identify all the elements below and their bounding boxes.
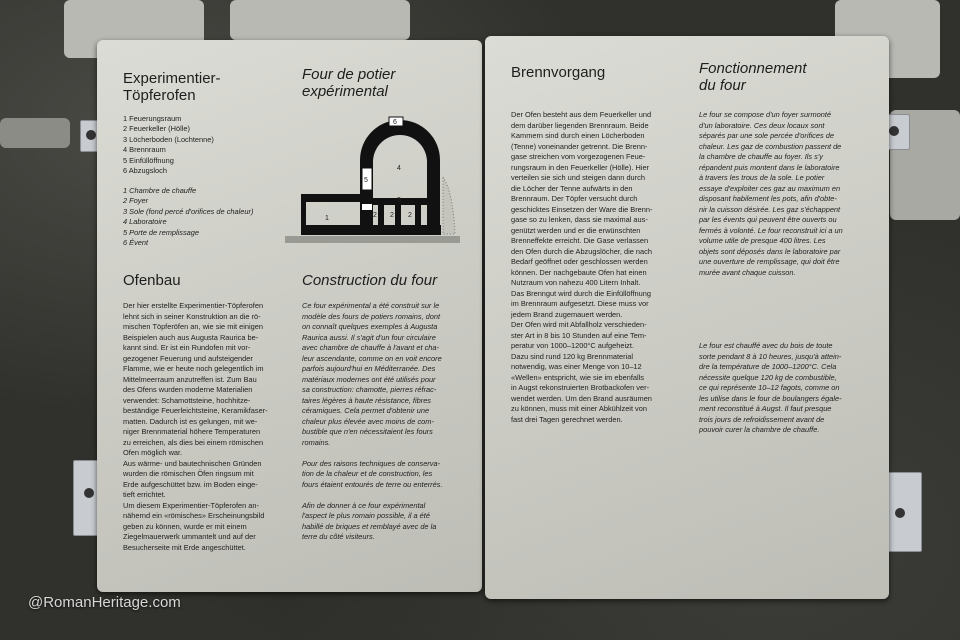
text-line: nir la cuisson désirée. Les gaz s'échappent bbox=[699, 204, 841, 214]
text-line: volume utile de presque 400 litres. Les bbox=[699, 236, 826, 245]
text-line: à travers les trous de la sole. Le potier bbox=[699, 173, 825, 182]
text-line: des Ofens wurden moderne Materialien bbox=[123, 385, 253, 394]
wall-stone bbox=[0, 118, 70, 148]
text-line: den Ofen durch die Abzugslöcher, die nach bbox=[511, 246, 652, 256]
text-line: sorte pendant 8 à 10 heures, jusqu'à attein- bbox=[699, 351, 842, 361]
text-line: ce qui représente 10–12 fagots, comme on bbox=[699, 383, 840, 392]
bolt bbox=[889, 126, 899, 136]
heading-construction: Construction du four bbox=[302, 272, 438, 289]
text-line: habillé de briques et remblayé avec de la bbox=[302, 521, 437, 531]
bolt bbox=[86, 130, 96, 140]
text-line: Brenneffekte erreicht. Die Gase verlassen bbox=[511, 236, 649, 245]
text-line: Das Brenngut wird durch die Einfüllöffnung bbox=[511, 288, 651, 298]
text-line: wendet werden. Um den Brand ausräumen bbox=[511, 393, 652, 403]
text-line: Aus wärme- und bautechnischen Gründen bbox=[123, 458, 262, 468]
text-line: gase so zu lenken, dass sie maximal aus- bbox=[511, 215, 648, 224]
text-line: objets sont déposés dans le laboratoire par bbox=[699, 246, 841, 256]
sign-panel-right bbox=[485, 36, 889, 599]
body-text-french-part1 bbox=[699, 110, 843, 278]
text-line: Le four se compose d'un foyer surmonté bbox=[699, 110, 832, 119]
text-line: bustible que n'en nécessitaient les fours bbox=[302, 427, 433, 436]
bolt bbox=[895, 508, 905, 518]
text-line: nähernd ein «römisches» Erscheinungsbild bbox=[123, 511, 265, 520]
text-line: romains. bbox=[302, 437, 331, 447]
diagram-label: 5 bbox=[364, 177, 368, 184]
text-line: zu können, muss mit einer Abkühlzeit von bbox=[511, 404, 647, 413]
text-line: fours étaient entourés de terre ou enterrés. bbox=[302, 479, 443, 489]
text-line: jedem Brand zugemauert werden. bbox=[511, 309, 623, 319]
text-line: Brennraum. Der Töpfer versucht durch bbox=[511, 194, 638, 203]
text-line: in Augst rekonstruierten Brotbackofen ver- bbox=[511, 383, 650, 392]
text-line: chaleur. Les gaz de combustion passent de bbox=[699, 141, 842, 151]
text-line: Pour des raisons techniques de conserva- bbox=[302, 458, 441, 468]
text-line: gezogener Feuerung und aufsteigender bbox=[123, 353, 253, 363]
text-line: können. Der nachgebaute Ofen hat einen bbox=[511, 267, 647, 277]
text-line: disposant habilement les pots, afin d'obte- bbox=[699, 194, 837, 203]
text-line: Der Ofen wird mit Abfallholz verschieden- bbox=[511, 320, 647, 329]
title-german: Experimentier- Töpferofen bbox=[123, 70, 221, 104]
text-line: par les évents qui peuvent être ouverts ou bbox=[699, 215, 837, 224]
body-text-german bbox=[123, 301, 268, 553]
text-line: (Tenne) voneinander getrennt. Die Brenn- bbox=[511, 141, 648, 151]
wall-stone bbox=[230, 0, 410, 40]
text-line: Beispielen auch aus Augusta Raurica be- bbox=[123, 332, 259, 342]
text-line: taires légères à haute résistance, fibres bbox=[302, 395, 431, 405]
text-line: dre la température de 1000–1200°C. Cela bbox=[699, 362, 837, 371]
text-line: wurden die römischen Öfen ringsum mit bbox=[123, 469, 254, 478]
text-line: genützt werden und er die erwünschten bbox=[511, 225, 641, 235]
diagram-label: 4 bbox=[397, 165, 401, 172]
text-line: matériaux modernes ont été utilisés pour bbox=[302, 374, 436, 384]
text-line: fast drei Tagen gerechnet werden. bbox=[511, 414, 623, 424]
text-line: nécessite quelque 120 kg de combustible, bbox=[699, 372, 837, 382]
text-line: Mittelmeerraum anzutreffen ist. Zum Bau bbox=[123, 374, 257, 384]
text-line: notwendig, was einer Menge von 10–12 bbox=[511, 362, 642, 371]
text-line: beständige Feuerleichtsteine, Keramikfaser- bbox=[123, 406, 268, 415]
text-line: Bedarf geöffnet oder geschlossen werden bbox=[511, 257, 648, 266]
text-line: murée avant chaque cuisson. bbox=[699, 267, 796, 277]
text-line: Ofen möglich war. bbox=[123, 448, 183, 457]
diagram-label: 2 bbox=[390, 212, 394, 219]
text-line bbox=[302, 448, 443, 459]
text-line: Der Ofen besteht aus dem Feuerkeller und bbox=[511, 110, 652, 119]
sign-panel-left bbox=[97, 40, 482, 592]
diagram-label: 2 bbox=[373, 212, 377, 219]
text-line: les utilise dans le four de boulangers égale- bbox=[699, 393, 842, 403]
text-line: on connaît quelques exemples à Augusta bbox=[302, 322, 438, 331]
title-brennvorgang: Brennvorgang bbox=[511, 64, 606, 81]
text-line: tion de la chaleur et de construction, les bbox=[302, 469, 433, 478]
text-line: Kammern sind durch einen Löcherboden bbox=[511, 131, 645, 140]
text-line: geschicktes Einsetzen der Ware die Brenn- bbox=[511, 204, 653, 214]
text-line: la chambre de chauffe au foyer. Ils s'y bbox=[699, 152, 823, 161]
text-line: Nutzraum von nahezu 400 Litern Inhalt. bbox=[511, 278, 641, 287]
text-line: leur ascendante, comme on en voit encore bbox=[302, 353, 442, 363]
heading-ofenbau: Ofenbau bbox=[123, 272, 181, 289]
text-line: une ouverture de remplissage, qui doit être bbox=[699, 257, 840, 266]
text-line: fermés à volonté. Le four reconstruit ici a un bbox=[699, 225, 843, 235]
text-line: Raurica aussi. Il s'agit d'un four circulaire bbox=[302, 332, 436, 342]
text-line: répandent puis montent dans le laboratoire bbox=[699, 162, 840, 172]
text-line: chaleur plus élevée avec moins de com- bbox=[302, 416, 434, 426]
text-line: ment reconstitué à Augst. Il faut presque bbox=[699, 404, 832, 413]
text-line: parfois aujourd'hui en Méditerranée. Des bbox=[302, 364, 436, 373]
text-line: verteilen sie sich und steigen dann durch bbox=[511, 173, 645, 182]
text-line: peratur von 1000–1200°C aufgeheizt. bbox=[511, 341, 634, 350]
text-line: rungsraum in den Feuerkeller (Hölle). Hier bbox=[511, 162, 650, 172]
text-line: céramiques. Cela permet d'obtenir une bbox=[302, 406, 430, 415]
watermark: @RomanHeritage.com bbox=[28, 594, 181, 611]
text-line: zu erreichen, als dies bei einem römischen bbox=[123, 437, 264, 447]
bolt bbox=[84, 488, 94, 498]
text-line: Der hier erstellte Experimentier-Töpferofen bbox=[123, 301, 264, 310]
kiln-cross-section-diagram bbox=[265, 112, 465, 252]
text-line: Afin de donner à ce four expérimental bbox=[302, 500, 426, 510]
text-line: séparés par une sole percée d'orifices de bbox=[699, 131, 834, 140]
body-text-french bbox=[302, 301, 443, 543]
text-line: essaye d'exploiter ces gaz au maximum en bbox=[699, 183, 841, 193]
text-line: tieft errichtet. bbox=[123, 490, 166, 499]
text-line: gase streichen vom vorgezogenen Feue- bbox=[511, 152, 646, 161]
text-line: Dazu sind rund 120 kg Brennmaterial bbox=[511, 351, 634, 361]
diagram-label: 1 bbox=[325, 215, 329, 222]
text-line: avec chambre de chauffe à l'avant et cha- bbox=[302, 343, 439, 352]
text-line: l'aspect le plus romain possible, il a été bbox=[302, 511, 430, 520]
text-line: die Löcher der Tenne aufwärts in den bbox=[511, 183, 633, 193]
body-text-french-part2 bbox=[699, 341, 842, 436]
text-line: dem darüber liegenden Brennraum. Beide bbox=[511, 120, 649, 130]
text-line: Besucherseite mit Erde angeschüttet. bbox=[123, 542, 246, 552]
text-line bbox=[302, 490, 443, 501]
text-line: Flamme, wie er heute noch gelegentlich im bbox=[123, 364, 264, 373]
text-line: «Wellen» entspricht, wie sie im ebenfalls bbox=[511, 372, 644, 382]
text-line: ster Art in 8 bis 10 Stunden auf eine Tem- bbox=[511, 330, 647, 340]
text-line: d'un laboratoire. Ces deux locaux sont bbox=[699, 120, 825, 130]
text-line: lehnt sich in seiner Konstruktion an die rö- bbox=[123, 311, 261, 321]
diagram-label: 2 bbox=[408, 212, 412, 219]
text-line: geben zu können, wurde er mit einem bbox=[123, 521, 247, 531]
text-line: modèle des fours de potiers romains, dont bbox=[302, 311, 441, 321]
legend-french: 1 Chambre de chauffe 2 Foyer 3 Sole (fond percé d'orifices de chaleur) 4 Laboratoire 5 Porte de remplissage 6 Évent bbox=[123, 186, 254, 248]
text-line: Ce four expérimental a été construit sur le bbox=[302, 301, 440, 310]
text-line: Le four est chauffé avec du bois de toute bbox=[699, 341, 833, 350]
text-line: matten. Dadurch ist es gelungen, mit we- bbox=[123, 416, 258, 426]
text-line: Ziegelmauerwerk ummantelt und auf der bbox=[123, 532, 256, 541]
text-line: terre du côté visiteurs. bbox=[302, 532, 375, 541]
text-line: trois jours de refroidissement avant de bbox=[699, 414, 825, 424]
text-line: sa construction: chamotte, pierres réfrac- bbox=[302, 385, 437, 394]
text-line: mischen Töpferöfen an, wie sie mit einigen bbox=[123, 322, 263, 331]
text-line: Um diesem Experimentier-Töpferofen an- bbox=[123, 500, 259, 510]
text-line: verwendet: Schamottsteine, hochhitze- bbox=[123, 395, 251, 405]
legend-german: 1 Feuerungsraum 2 Feuerkeller (Hölle) 3 Löcherboden (Lochtenne) 4 Brennraum 5 Einfüllöffnung 6 Abzugsloch bbox=[123, 114, 214, 176]
title-fonctionnement: Fonctionnement du four bbox=[699, 60, 807, 94]
text-line: kannt sind. Er ist ein Rundofen mit vor- bbox=[123, 343, 251, 352]
diagram-label: 3 bbox=[397, 197, 401, 204]
text-line: Erde aufgeschüttet bzw. im Boden einge- bbox=[123, 479, 258, 489]
body-text-german bbox=[511, 110, 652, 425]
diagram-label: 6 bbox=[393, 119, 397, 126]
title-french: Four de potier expérimental bbox=[302, 66, 396, 100]
text-line: im Brennraum aufgesetzt. Diese muss vor bbox=[511, 299, 649, 308]
text-line: pouvoir curer la chambre de chauffe. bbox=[699, 425, 820, 434]
text-line: niger Brennmaterial höhere Temperaturen bbox=[123, 427, 261, 436]
